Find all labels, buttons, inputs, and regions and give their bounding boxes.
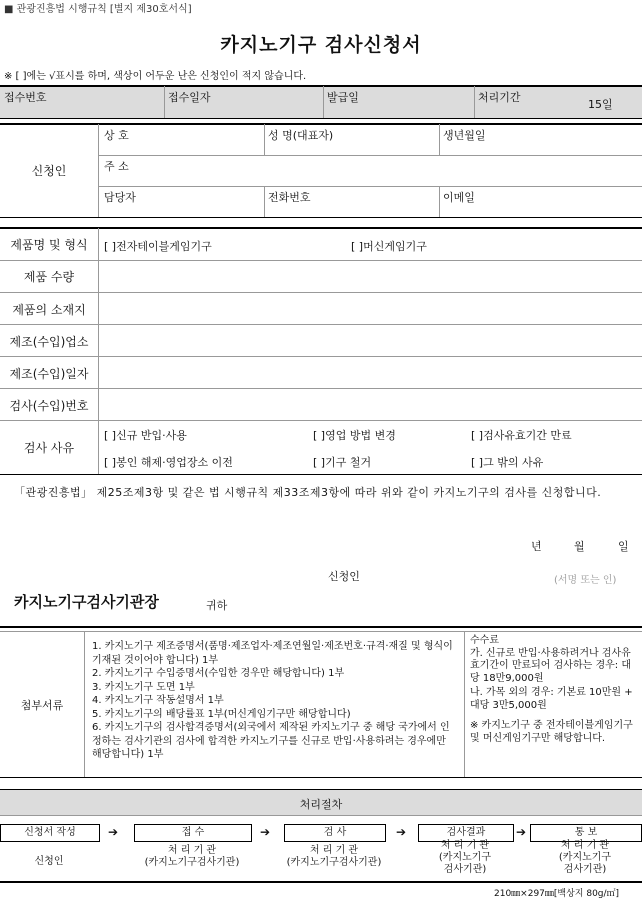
year-label: 년	[531, 540, 542, 553]
quantity-label: 제품 수량	[23, 270, 75, 284]
statement-text: 「관광진흥법」 제25조제3항 및 같은 법 시행규칙 제33조제3항에 따라 위와 같이 카지노기구의 검사를 신청합니다.	[14, 486, 602, 499]
reason-new-use[interactable]: [ ]신규 반입·사용	[104, 429, 187, 442]
phone-field[interactable]: 전화번호	[268, 191, 311, 204]
actor-notification	[530, 840, 640, 876]
reason-seal-release[interactable]: [ ]봉인 해제·영업장소 이전	[104, 456, 233, 469]
attachment-item: 2. 카지노기구 수입증명서(수입한 경우만 해당합니다) 1부	[92, 668, 345, 679]
applicant-label: 신청인	[31, 164, 67, 178]
reason-removal[interactable]: [ ]기구 철거	[313, 456, 372, 469]
reason-business-change[interactable]: [ ]영업 방법 변경	[313, 429, 396, 442]
email-field[interactable]: 이메일	[443, 191, 475, 204]
process-title: 처리절차	[299, 798, 343, 811]
reason-validity-expire[interactable]: [ ]검사유효기간 만료	[471, 429, 572, 442]
attachments-label: 첨부서류	[20, 699, 64, 712]
actor-line: (카지노기구검사기관)	[144, 857, 240, 868]
step-notification: 통 보	[530, 824, 642, 842]
fee-item-b: 나. 가목 외의 경우: 기본료 10만원 + 대당 3만5,000원	[470, 687, 633, 711]
processing-days: 15일	[588, 98, 613, 111]
fee-block	[470, 635, 636, 745]
step-reception: 접 수	[134, 824, 252, 842]
recipient-suffix: 귀하	[206, 599, 228, 612]
actor-reception	[130, 845, 254, 869]
arrow-icon: ➔	[260, 825, 271, 839]
attachment-item: 1. 카지노기구 제조증명서(품명·제조업자·제조연월일·제조번호·규격·재질 및 형식이 기재된 것이어야 합니다) 1부	[92, 641, 453, 666]
issue-date-label: 발급일	[327, 91, 359, 104]
reason-other[interactable]: [ ]그 밖의 사유	[471, 456, 544, 469]
receipt-no-label: 접수번호	[4, 91, 47, 104]
fee-title: 수수료	[470, 635, 499, 646]
form-reference: ■ 관광진흥법 시행규칙 [별지 제30호서식]	[4, 4, 192, 15]
paper-spec: 210㎜×297㎜[백상지 80g/㎡]	[494, 889, 620, 899]
receipt-row	[0, 86, 642, 118]
receipt-date-label: 접수일자	[168, 91, 211, 104]
actor-line: (카지노기구검사기관)	[286, 857, 382, 868]
actor-applicant: 신청인	[34, 856, 64, 867]
manufacturer-label: 제조(수입)업소	[9, 335, 89, 349]
attachment-item: 6. 카지노기구의 검사합격증명서(외국에서 제작된 카지노기구 중 해당 국가에서 인정하는 검사기관의 검사에 합격한 카지노기구를 신규로 반입·사용하려는 경우에만 해당합니다) 1부	[92, 722, 450, 760]
actor-line: (카지노기구	[558, 852, 612, 863]
attachment-item: 4. 카지노기구 작동설명서 1부	[92, 695, 224, 706]
actor-line: 검사기관)	[443, 864, 487, 875]
arrow-icon: ➔	[396, 825, 407, 839]
form-note: ※ [ ]에는 √표시를 하며, 색상이 어두운 난은 신청인이 적지 않습니다.	[4, 71, 307, 82]
actor-line: (카지노기구	[438, 852, 492, 863]
address-field[interactable]: 주 소	[104, 160, 129, 173]
option-machine-game[interactable]: [ ]머신게임기구	[351, 240, 427, 253]
reason-label: 검사 사유	[23, 441, 75, 455]
person-in-charge-field[interactable]: 담당자	[104, 191, 136, 204]
arrow-icon: ➔	[108, 825, 119, 839]
manufacture-date-label: 제조(수입)일자	[9, 367, 89, 381]
product-name-type-label: 제품명 및 형식	[10, 238, 88, 252]
form-title: 카지노기구 검사신청서	[220, 34, 422, 56]
fee-note: ※ 카지노기구 중 전자테이블게임기구 및 머신게임기구만 해당합니다.	[470, 720, 633, 744]
actor-line: 처 리 기 관	[309, 845, 359, 856]
actor-line: 검사기관)	[563, 864, 607, 875]
actor-inspection	[278, 845, 390, 869]
signer-label: 신청인	[328, 570, 360, 583]
actor-result	[418, 840, 512, 876]
actor-line: 처 리 기 관	[560, 840, 610, 851]
attachment-item: 5. 카지노기구의 배당률표 1부(머신게임기구만 해당합니다)	[92, 708, 351, 720]
fee-item-a: 가. 신규로 반입·사용하려거나 검사유효기간이 만료되어 검사하는 경우: 대당 18만9,000원	[470, 647, 631, 684]
option-electronic-table[interactable]: [ ]전자테이블게임기구	[104, 240, 212, 253]
step-application: 신청서 작성	[0, 824, 100, 842]
arrow-icon: ➔	[516, 825, 527, 839]
step-result: 검사결과	[418, 824, 514, 842]
location-label: 제품의 소재지	[12, 303, 86, 317]
actor-line: 처 리 기 관	[440, 840, 490, 851]
birth-date-field[interactable]: 생년월일	[443, 129, 486, 142]
attachment-item: 3. 카지노기구 도면 1부	[92, 681, 195, 693]
signature-hint[interactable]: (서명 또는 인)	[554, 575, 617, 586]
name-representative-field[interactable]: 성 명(대표자)	[268, 129, 334, 142]
attachments-list	[92, 640, 458, 762]
trade-name-field[interactable]: 상 호	[104, 129, 129, 142]
recipient-name: 카지노기구검사기관장	[14, 593, 159, 611]
inspection-no-label: 검사(수입)번호	[9, 399, 89, 413]
actor-line: 처 리 기 관	[167, 845, 217, 856]
processing-period-label: 처리기간	[478, 91, 521, 104]
day-label: 일	[618, 540, 629, 553]
step-inspection: 검 사	[284, 824, 386, 842]
month-label: 월	[574, 540, 585, 553]
